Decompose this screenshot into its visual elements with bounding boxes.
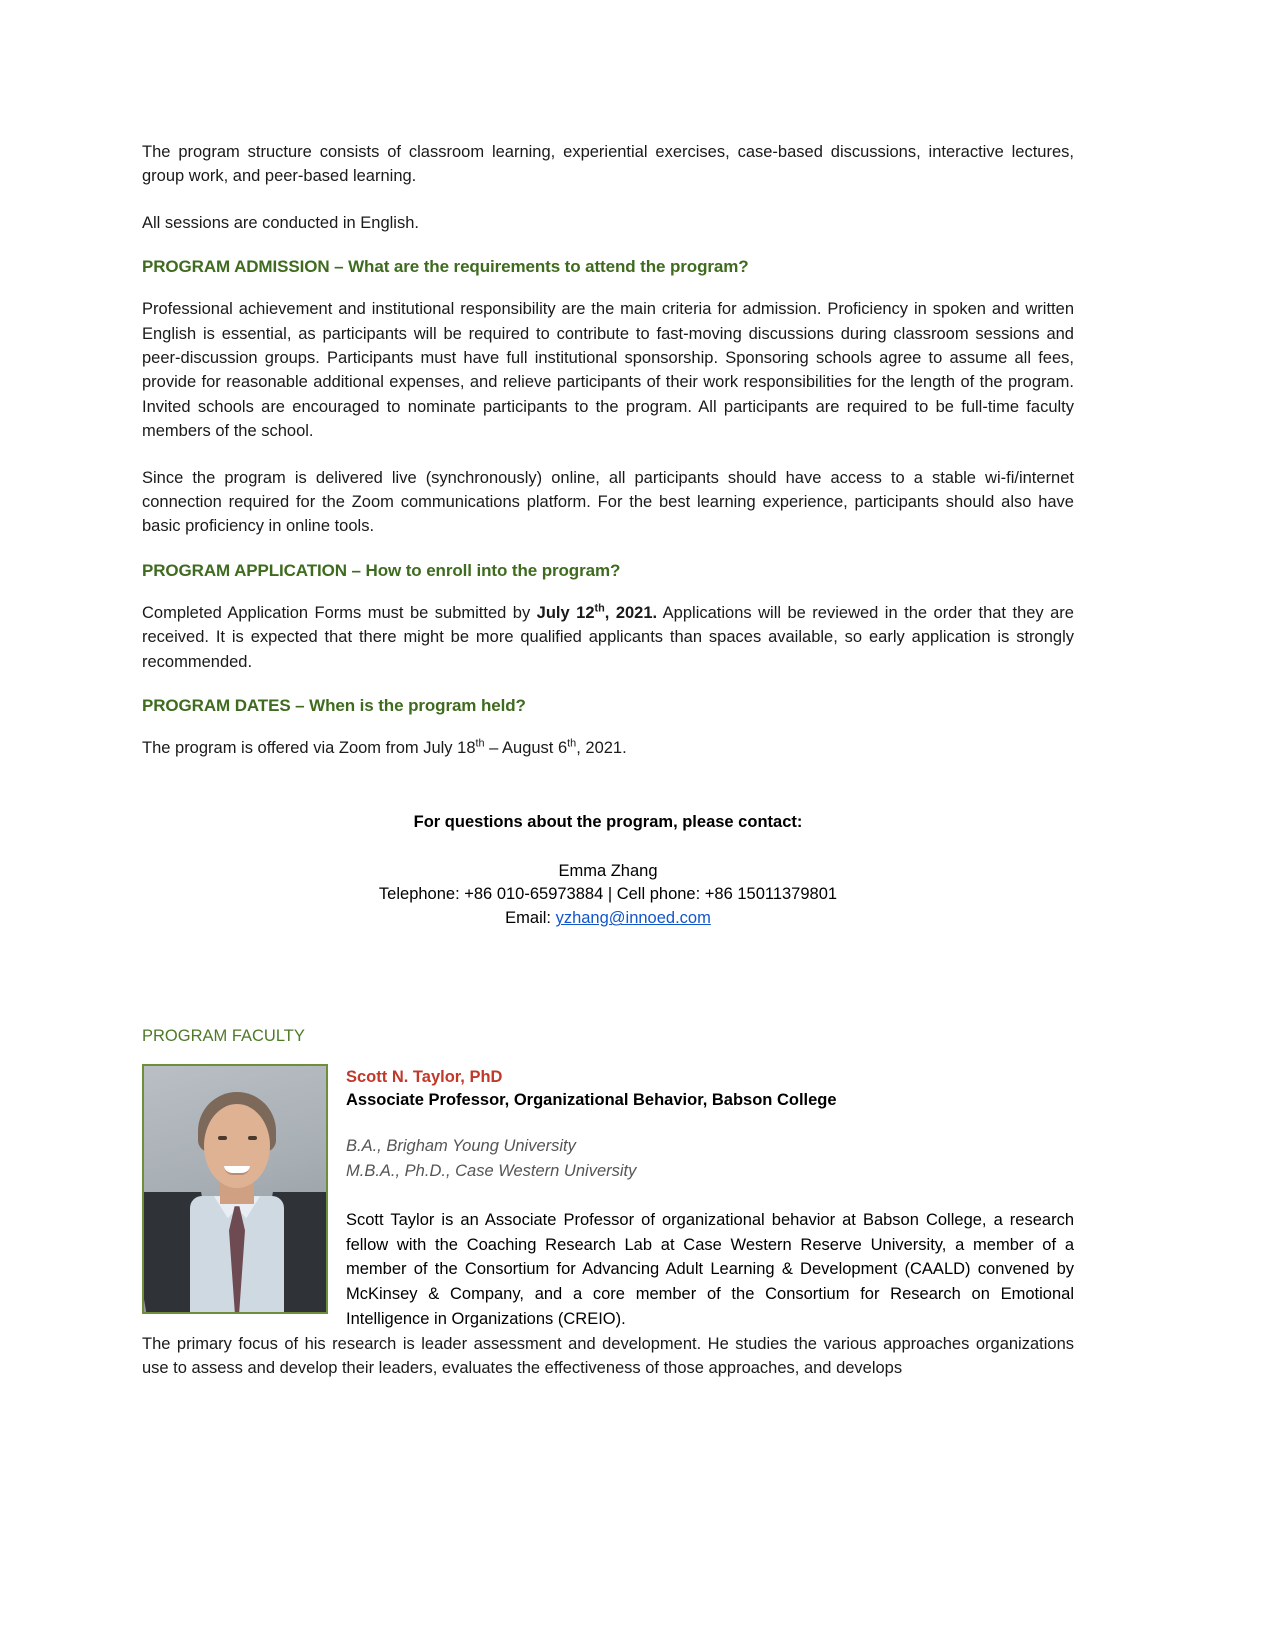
faculty-name: Scott N. Taylor, PhD bbox=[346, 1068, 503, 1087]
faculty-section-heading: PROGRAM FACULTY bbox=[142, 1027, 305, 1046]
contact-block bbox=[142, 813, 1074, 932]
closing-paragraph: The primary focus of his research is leader assessment and development. He studies the various approaches organizations use to assess and develop their leaders, evaluates the effectiveness of those approaches, and develops bbox=[142, 1334, 1074, 1377]
faculty-bio: Scott Taylor is an Associate Professor of organizational behavior at Babson College, a research fellow with the Coaching Research Lab at Case Western Reserve University, a member of a member of the Consortium for Advancing Adult Learning & Development (CAALD) convened by McKinsey & Company, and a core member of the Consortium for Research on Emotional Intelligence in Organizations (CREIO). bbox=[346, 1210, 1074, 1328]
application-deadline-suffix: th bbox=[594, 602, 605, 615]
faculty-degree-1: B.A., Brigham Young University bbox=[346, 1137, 576, 1156]
contact-email-label: Email: bbox=[505, 909, 556, 928]
portrait-eye-left bbox=[218, 1136, 227, 1140]
portrait-face bbox=[204, 1104, 270, 1188]
faculty-degree-2: M.B.A., Ph.D., Case Western University bbox=[346, 1162, 637, 1181]
application-text-after: Applications will be reviewed in the order that they are received. It is expected that there might be more qualified applicants than spaces available, so early application is strongly recommended. bbox=[142, 603, 1074, 671]
intro-paragraph-2: All sessions are conducted in English. bbox=[142, 213, 419, 232]
intro-paragraph-1: The program structure consists of classroom learning, experiential exercises, case-based discussions, interactive lectures, group work, and peer-based learning. bbox=[142, 143, 1074, 186]
application-text-before: Completed Application Forms must be submitted by bbox=[142, 603, 537, 622]
faculty-photo-wrapper bbox=[142, 1064, 328, 1314]
program-admission-paragraph-2: Since the program is delivered live (synchronously) online, all participants should have access to a stable wi-fi/internet connection required for the Zoom communications platform. For the best learning experience, participants should also have basic proficiency in online tools. bbox=[142, 468, 1074, 536]
dates-text-mid: – August 6 bbox=[484, 739, 568, 758]
faculty-title: Associate Professor, Organizational Behavior, Babson College bbox=[346, 1091, 837, 1110]
contact-email-line bbox=[142, 907, 1074, 931]
contact-email-link[interactable]: yzhang@innoed.com bbox=[555, 909, 711, 928]
section-heading-program-admission: PROGRAM ADMISSION – What are the requirements to attend the program? bbox=[142, 257, 749, 277]
contact-name: Emma Zhang bbox=[558, 861, 658, 880]
contact-title: For questions about the program, please contact: bbox=[413, 812, 803, 831]
section-heading-program-application: PROGRAM APPLICATION – How to enroll into the program? bbox=[142, 560, 621, 580]
contact-phones: Telephone: +86 010-65973884 | Cell phone: +86 15011379801 bbox=[378, 885, 838, 904]
dates-suffix-1: th bbox=[475, 737, 485, 750]
dates-suffix-2: th bbox=[567, 737, 577, 750]
program-application-paragraph bbox=[142, 601, 1074, 674]
section-heading-program-dates: PROGRAM DATES – When is the program held? bbox=[142, 696, 526, 716]
dates-text-after: , 2021. bbox=[576, 739, 627, 758]
faculty-portrait-image bbox=[142, 1064, 328, 1314]
application-deadline-date: July 12 bbox=[536, 603, 595, 622]
document-content bbox=[142, 140, 1074, 1402]
faculty-member bbox=[142, 1064, 1074, 1331]
faculty-details bbox=[346, 1064, 1074, 1331]
portrait-eye-right bbox=[248, 1136, 257, 1140]
program-dates-paragraph bbox=[142, 736, 1074, 760]
application-deadline-year: , 2021. bbox=[604, 603, 658, 622]
program-admission-paragraph-1: Professional achievement and institutional responsibility are the main criteria for admission. Proficiency in spoken and written English is essential, as participants will be required to contribute to fast-moving discussions during classroom sessions and peer-discussion groups. Participants must have full institutional sponsorship. Sponsoring schools agree to assume all fees, provide for reasonable additional expenses, and relieve participants of their work responsibilities for the length of the program. Invited schools are encouraged to nominate participants to the program. All participants are required to be full-time faculty members of the school. bbox=[142, 300, 1074, 441]
dates-text-before: The program is offered via Zoom from July 18 bbox=[142, 739, 476, 758]
